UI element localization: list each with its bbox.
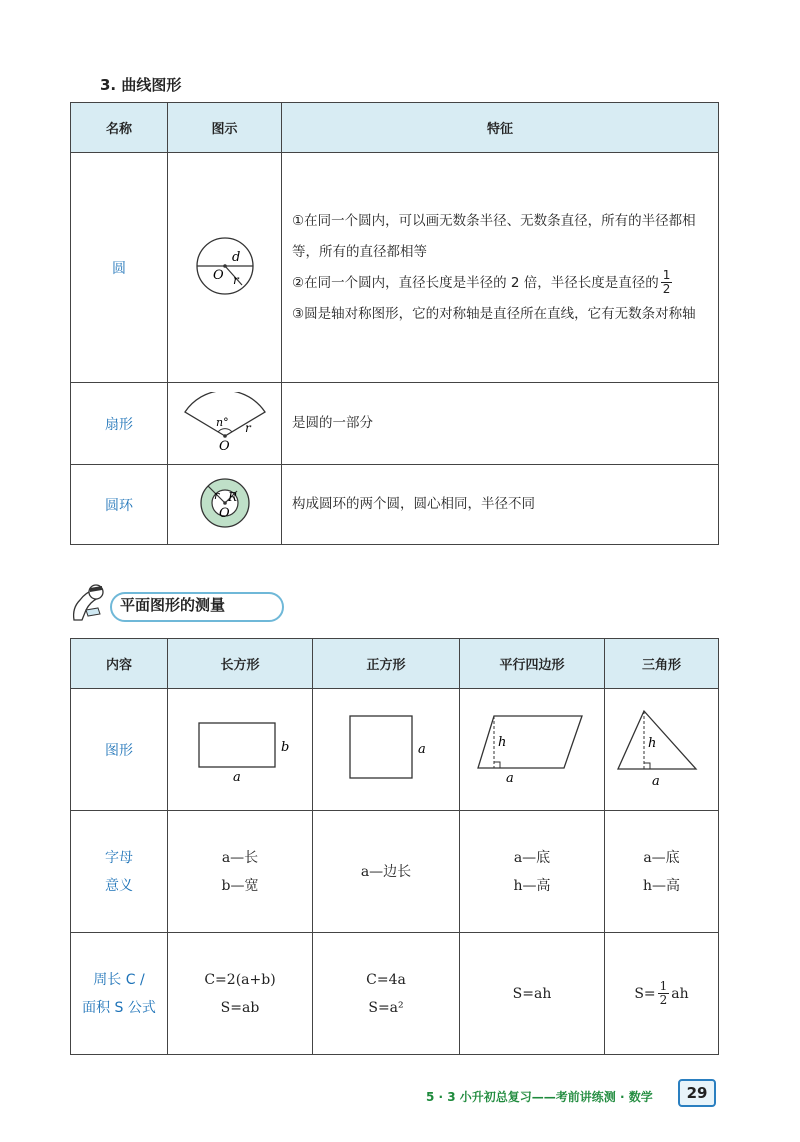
- section-title: 3. 曲线图形: [100, 76, 182, 94]
- circle-label-r: r: [232, 272, 239, 287]
- rectangle-figure: [168, 689, 313, 811]
- header-name: 名称: [71, 103, 168, 153]
- ring-feature: 构成圆环的两个圆，圆心相同，半径不同: [282, 465, 719, 545]
- footer-text: 5 · 3 小升初总复习——考前讲练测 · 数学: [426, 1090, 653, 1104]
- circle-diagram: [180, 231, 270, 301]
- header-content: 内容: [71, 639, 168, 689]
- square-figure: [313, 689, 460, 811]
- circle-feature-1: ①在同一个圆内，可以画无数条半径、无数条直径，所有的半径都相等，所有的直径都相等: [292, 212, 696, 260]
- rectangle-diagram: [185, 713, 295, 783]
- ring-label-R: R: [227, 489, 237, 504]
- sector-figure: [168, 383, 282, 465]
- banner-title: 平面图形的测量: [120, 596, 226, 614]
- page-number: 29: [678, 1079, 716, 1107]
- section-banner: [68, 580, 308, 624]
- fraction-half: $\frac{1}{2}$: [662, 268, 671, 296]
- header-rectangle: 长方形: [168, 639, 313, 689]
- header-feature: 特征: [282, 103, 719, 153]
- triangle-diagram: [612, 705, 712, 791]
- sector-label-n: n°: [215, 415, 229, 429]
- row-formula-label: 周长 C / 面积 S 公式: [71, 933, 168, 1055]
- parallelogram-diagram: [472, 708, 592, 788]
- para-label-a: a: [506, 770, 514, 786]
- square-letters: a—边长: [313, 811, 460, 933]
- circle-feature-3: ③圆是轴对称图形，它的对称轴是直径所在直线，它有无数条对称轴: [292, 305, 696, 322]
- tri-label-a: a: [651, 773, 660, 789]
- tri-formulas: S= $\frac{1}{2}$ ah: [605, 933, 719, 1055]
- rect-letters: a—长 b—宽: [168, 811, 313, 933]
- rect-formulas: C=2(a+b) S=ab: [168, 933, 313, 1055]
- ring-label-o: O: [218, 505, 230, 521]
- sector-label-o: O: [218, 438, 230, 452]
- circle-label-d: d: [231, 249, 240, 265]
- square-diagram: [336, 708, 436, 788]
- circle-figure: [168, 153, 282, 383]
- para-formulas: S=ah: [460, 933, 605, 1055]
- row-sector-name: 扇形: [71, 383, 168, 465]
- curve-shapes-table: [70, 102, 719, 545]
- measurement-table: [70, 638, 719, 1055]
- square-label-a: a: [418, 741, 426, 757]
- para-label-h: h: [498, 734, 507, 750]
- tri-label-h: h: [647, 735, 656, 751]
- header-square: 正方形: [313, 639, 460, 689]
- sector-diagram: [177, 392, 273, 452]
- tri-letters: a—底 h—高: [605, 811, 719, 933]
- row-circle-name: 圆: [71, 153, 168, 383]
- row-letters-label: 字母 意义: [71, 811, 168, 933]
- rect-label-a: a: [233, 769, 241, 783]
- header-parallelogram: 平行四边形: [460, 639, 605, 689]
- fraction-half-triangle: $\frac{1}{2}$: [659, 979, 668, 1007]
- ring-figure: [168, 465, 282, 545]
- triangle-figure: [605, 689, 719, 811]
- row-figure-label: 图形: [71, 689, 168, 811]
- ring-diagram: [190, 473, 260, 533]
- parallelogram-figure: [460, 689, 605, 811]
- header-figure: 图示: [168, 103, 282, 153]
- sector-feature: 是圆的一部分: [282, 383, 719, 465]
- header-triangle: 三角形: [605, 639, 719, 689]
- sector-label-r: r: [244, 420, 251, 435]
- square-formulas: C=4a S=a²: [313, 933, 460, 1055]
- ring-label-r: r: [213, 488, 219, 502]
- circle-label-o: O: [212, 267, 224, 283]
- para-letters: a—底 h—高: [460, 811, 605, 933]
- rect-label-b: b: [281, 739, 290, 755]
- circle-feature-2: ②在同一个圆内，直径长度是半径的 2 倍，半径长度是直径的 $\frac{1}{2}$: [292, 268, 671, 296]
- circle-features: [282, 153, 719, 383]
- mascot-icon: [68, 580, 112, 624]
- row-ring-name: 圆环: [71, 465, 168, 545]
